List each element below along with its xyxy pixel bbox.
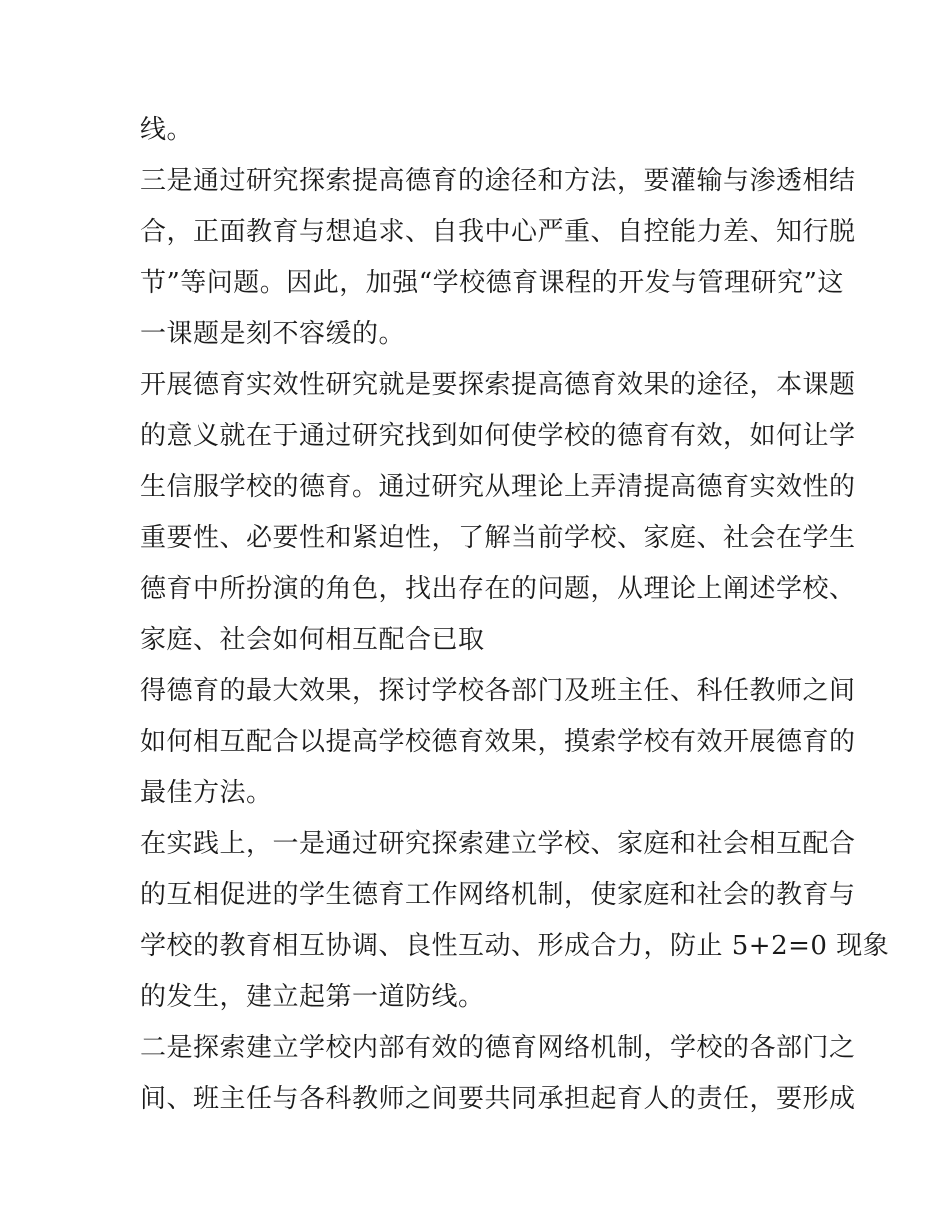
text-line: 如何相互配合以提高学校德育效果，摸索学校有效开展德育的 bbox=[140, 727, 856, 757]
text-line: 合，正面教育与想追求、自我中心严重、自控能力差、知行脱 bbox=[140, 217, 856, 247]
text-line: 重要性、必要性和紧迫性，了解当前学校、家庭、社会在学生 bbox=[140, 523, 856, 553]
text-line: 开展德育实效性研究就是要探索提高德育效果的途径，本课题 bbox=[140, 370, 856, 400]
text-line: 节”等问题。因此，加强“学校德育课程的开发与管理研究”这 bbox=[140, 268, 844, 298]
text-line: 家庭、社会如何相互配合已取 bbox=[140, 625, 485, 655]
text-line: 间、班主任与各科教师之间要共同承担起育人的责任，要形成 bbox=[140, 1084, 856, 1114]
text-line: 最佳方法。 bbox=[140, 778, 273, 808]
text-line: 学校的教育相互协调、良性互动、形成合力，防止 5+2=0 现象 bbox=[140, 931, 890, 961]
text-line: 德育中所扮演的角色，找出存在的问题，从理论上阐述学校、 bbox=[140, 574, 856, 604]
text-line: 二是探索建立学校内部有效的德育网络机制，学校的各部门之 bbox=[140, 1033, 856, 1063]
text-line: 线。 bbox=[140, 115, 194, 145]
text-line: 在实践上，一是通过研究探索建立学校、家庭和社会相互配合 bbox=[140, 829, 856, 859]
text-line: 的互相促进的学生德育工作网络机制，使家庭和社会的教育与 bbox=[140, 880, 856, 910]
text-line: 得德育的最大效果，探讨学校各部门及班主任、科任教师之间 bbox=[140, 676, 856, 706]
text-line: 三是通过研究探索提高德育的途径和方法，要灌输与渗透相结 bbox=[140, 166, 856, 196]
text-line: 一课题是刻不容缓的。 bbox=[140, 319, 406, 349]
text-line: 的意义就在于通过研究找到如何使学校的德育有效，如何让学 bbox=[140, 421, 856, 451]
text-line: 的发生，建立起第一道防线。 bbox=[140, 982, 485, 1012]
text-line: 生信服学校的德育。通过研究从理论上弄清提高德育实效性的 bbox=[140, 472, 856, 502]
